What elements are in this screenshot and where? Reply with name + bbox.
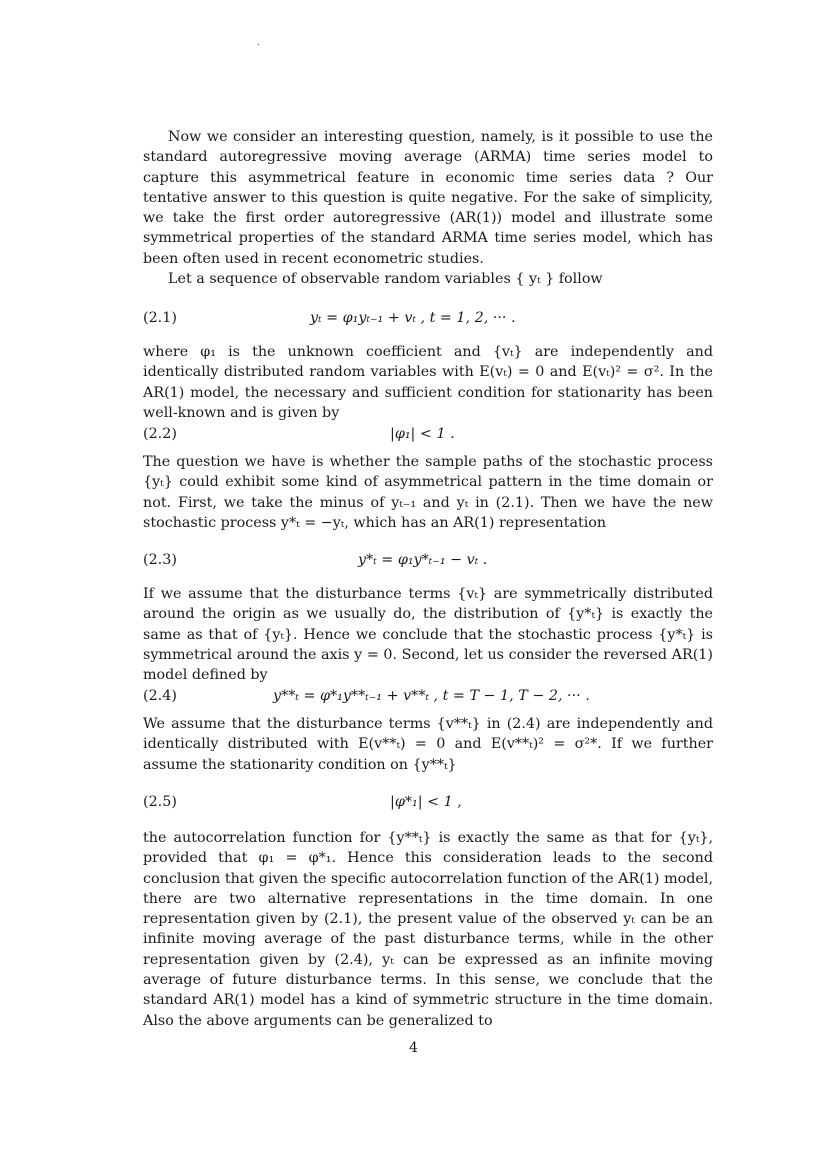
equation-body: |φ₁| < 1 .: [390, 426, 455, 442]
equation-2-3: [143, 550, 713, 570]
equation-number: (2.4): [143, 688, 177, 704]
equation-number: (2.3): [143, 552, 177, 568]
page-number: 4: [409, 1040, 418, 1056]
paragraph-where: where φ₁ is the unknown coefficient and {vₜ} are independently and identically distributed random variables with E(vₜ) = 0 and E(vₜ)² = σ². In the AR(1) model, the necessary and sufficient condition for stationarity has been well-known and is given by: [143, 344, 713, 421]
equation-2-4: [143, 686, 713, 706]
paragraph-question: The question we have is whether the sample paths of the stochastic process {yₜ} could exhibit some kind of asymmetrical pattern in the time domain or not. First, we take the minus of yₜ₋₁ and yₜ in (2.1). Then we have the new stochastic process y*ₜ = −yₜ, which has an AR(1) representation: [143, 454, 713, 531]
scan-speck: [258, 44, 259, 45]
equation-number: (2.1): [143, 310, 177, 326]
equation-body: y**ₜ = φ*₁y**ₜ₋₁ + v**ₜ , t = T − 1, T − 2, ··· .: [273, 688, 590, 704]
equation-2-1: [143, 308, 713, 328]
paragraph-disturbance: We assume that the disturbance terms {v**ₜ} in (2.4) are independently and identically distributed with E(v**ₜ) = 0 and E(v**ₜ)² = σ²*. If we further assume the stationarity condition on {y**ₜ}: [143, 716, 713, 773]
paragraph-autocorrelation: the autocorrelation function for {y**ₜ} is exactly the same as that for {yₜ}, provided that φ₁ = φ*₁. Hence this consideration leads to the second conclusion that given the specific autocorrelation function of the AR(1) model, there are two alternative representations in the time domain. In one representation given by (2.1), the present value of the observed yₜ can be an infinite moving average of the past disturbance terms, while in the other representation given by (2.4), yₜ can be expressed as an infinite moving average of future disturbance terms. In this sense, we conclude that the standard AR(1) model has a kind of symmetric structure in the time domain. Also the above arguments can be generalized to: [143, 830, 713, 1029]
paragraph-intro: Now we consider an interesting question, namely, is it possible to use the standard autoregressive moving average (ARMA) time series model to capture this asymmetrical feature in economic time series data ? Our tentative answer to this question is quite negative. For the sake of simplicity, we take the first order autoregressive (AR(1)) model and illustrate some symmetrical properties of the standard ARMA time series model, which has been often used in recent econometric studies.: [143, 129, 713, 267]
equation-number: (2.2): [143, 426, 177, 442]
equation-body: yₜ = φ₁yₜ₋₁ + vₜ , t = 1, 2, ··· .: [310, 310, 516, 326]
equation-2-5: [143, 792, 713, 812]
equation-body: y*ₜ = φ₁y*ₜ₋₁ − vₜ .: [358, 552, 488, 568]
equation-2-2: [143, 424, 713, 444]
equation-number: (2.5): [143, 794, 177, 810]
equation-body: |φ*₁| < 1 ,: [390, 794, 462, 810]
paragraph-symmetric: If we assume that the disturbance terms {vₜ} are symmetrically distributed around the origin as we usually do, the distribution of {y*ₜ} is exactly the same as that of {yₜ}. Hence we conclude that the stochastic process {y*ₜ} is symmetrical around the axis y = 0. Second, let us consider the reversed AR(1) model defined by: [143, 586, 713, 684]
paragraph-sequence: Let a sequence of observable random variables { yₜ } follow: [168, 271, 603, 287]
